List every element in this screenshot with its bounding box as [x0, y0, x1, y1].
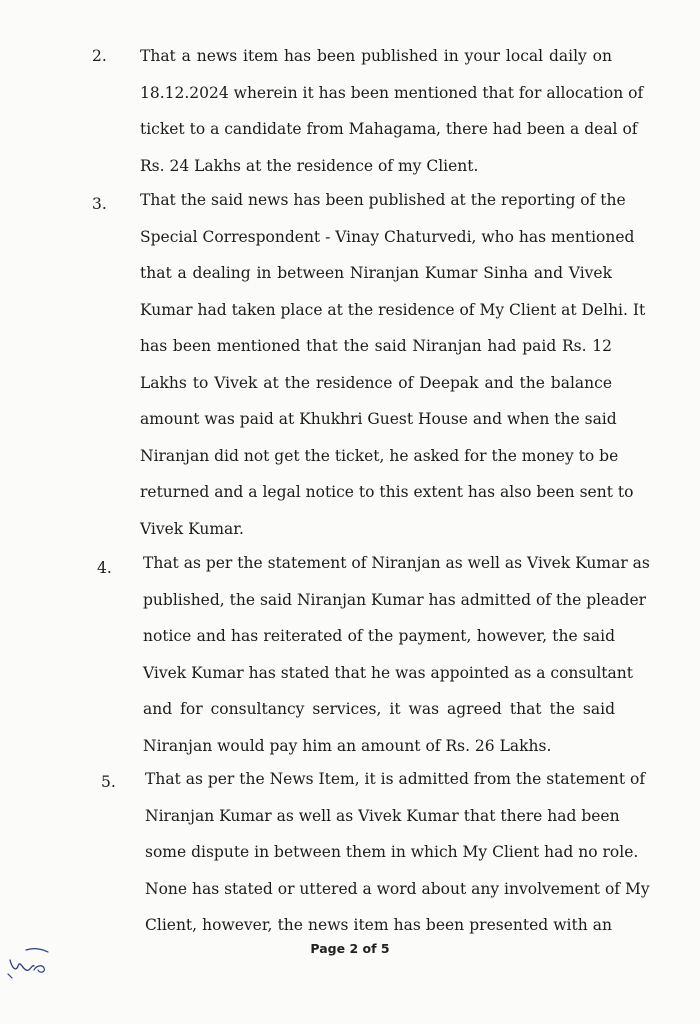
paragraph-line: That as per the statement of Niranjan as well as Vivek Kumar as — [143, 554, 650, 572]
paragraph-line: That the said news has been published at the reporting of the — [140, 191, 626, 209]
paragraph-number: 4. — [97, 559, 112, 577]
paragraph-number: 2. — [92, 47, 107, 65]
paragraph-line: that a dealing in between Niranjan Kumar Sinha and Vivek — [140, 264, 612, 282]
paragraph-line: and for consultancy services, it was agreed that the said — [143, 700, 615, 718]
paragraph-line: has been mentioned that the said Niranjan had paid Rs. 12 — [140, 337, 612, 355]
paragraph-line: some dispute in between them in which My Client had no role. — [145, 843, 639, 861]
paragraph-line: Client, however, the news item has been presented with an — [145, 916, 612, 934]
paragraph-line: That a news item has been published in your local daily on — [140, 47, 612, 65]
paragraph-line: amount was paid at Khukhri Guest House and when the said — [140, 410, 617, 428]
paragraph-line: notice and has reiterated of the payment, however, the said — [143, 627, 615, 645]
paragraph-line: Special Correspondent - Vinay Chaturvedi, who has mentioned — [140, 227, 635, 246]
handwritten-initials — [4, 938, 64, 984]
page-number: Page 2 of 5 — [310, 941, 390, 956]
paragraph-line: Lakhs to Vivek at the residence of Deepak and the balance — [140, 373, 612, 392]
paragraph-line: Kumar had taken place at the residence of My Client at Delhi. It — [140, 300, 646, 319]
paragraph-line: 18.12.2024 wherein it has been mentioned that for allocation of — [140, 83, 644, 102]
paragraph-line: returned and a legal notice to this extent has also been sent to — [140, 483, 634, 501]
paragraph-line: Rs. 24 Lakhs at the residence of my Client. — [140, 156, 479, 175]
paragraph-line: Vivek Kumar has stated that he was appointed as a consultant — [143, 663, 633, 682]
paragraph-line: That as per the News Item, it is admitted from the statement of — [145, 770, 646, 788]
paragraph-line: Vivek Kumar. — [140, 519, 244, 538]
paragraph-number: 5. — [101, 773, 116, 791]
paragraph-line: ticket to a candidate from Mahagama, there had been a deal of — [140, 120, 638, 138]
paragraph-line: Niranjan would pay him an amount of Rs. 26 Lakhs. — [143, 736, 552, 755]
paragraph-line: published, the said Niranjan Kumar has admitted of the pleader — [143, 590, 647, 609]
paragraph-line: None has stated or uttered a word about any involvement of My — [145, 879, 650, 898]
paragraph-number: 3. — [92, 195, 107, 213]
paragraph-line: Niranjan did not get the ticket, he asked for the money to be — [140, 446, 619, 465]
paragraph-line: Niranjan Kumar as well as Vivek Kumar that there had been — [145, 806, 620, 825]
